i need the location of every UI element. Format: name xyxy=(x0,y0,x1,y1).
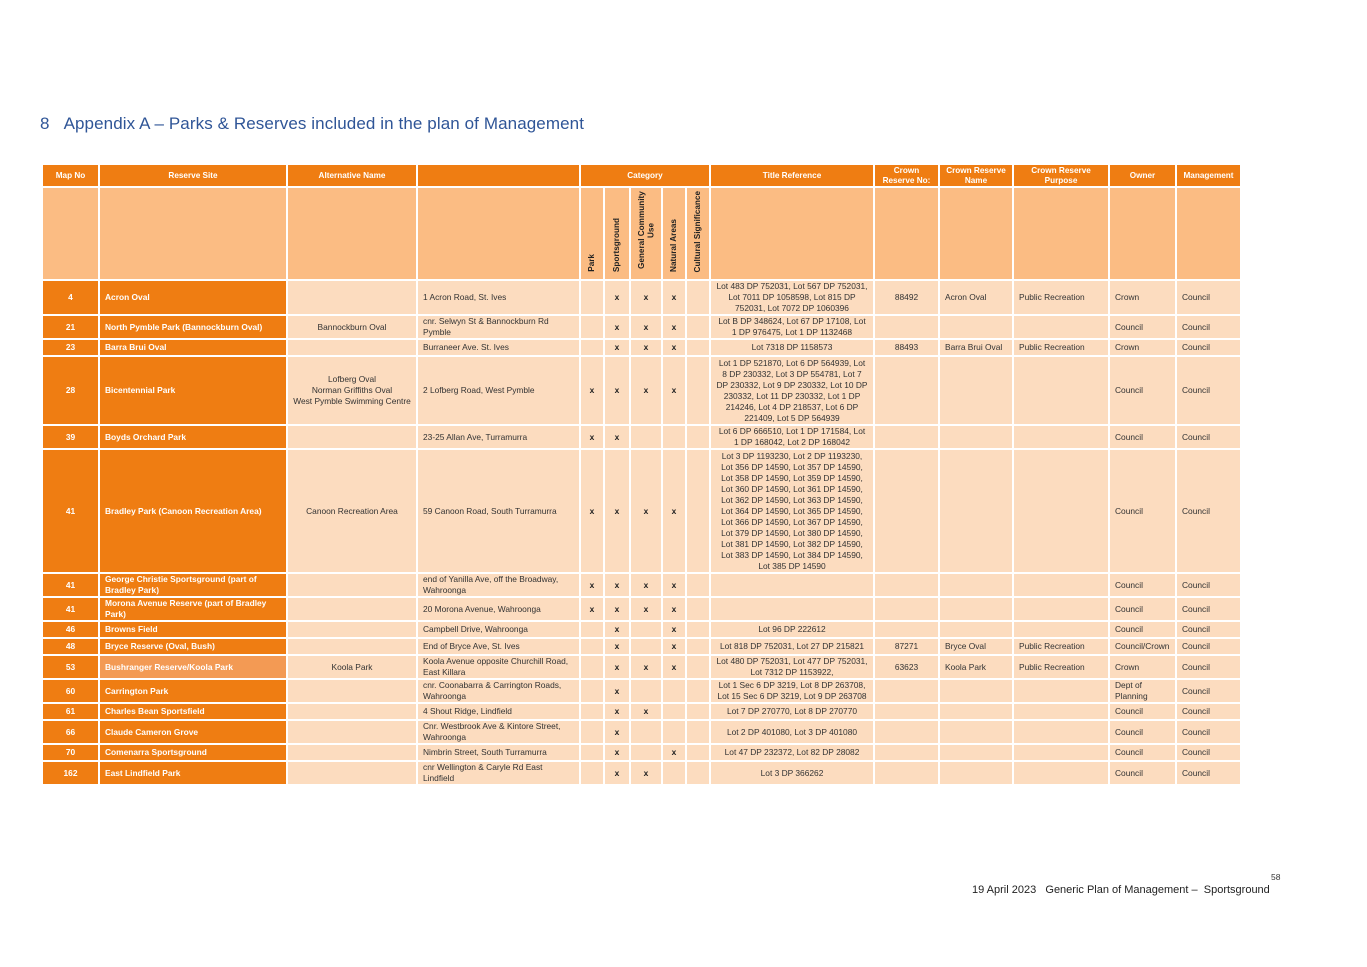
table-row xyxy=(43,656,1240,678)
reserve-site-cell: Barra Brui Oval xyxy=(100,340,286,355)
owner-cell: Council xyxy=(1110,721,1175,743)
management-cell: Council xyxy=(1177,357,1240,424)
category-cultural-significance-cell xyxy=(687,721,709,743)
category-cultural-significance-cell xyxy=(687,450,709,572)
category-general-community-use-cell xyxy=(631,721,661,743)
category-sportsground-cell: x xyxy=(605,450,629,572)
category-park-header: Park xyxy=(581,188,603,279)
table-row xyxy=(43,340,1240,355)
category-cultural-significance-cell xyxy=(687,745,709,760)
title-reference-cell: Lot 7318 DP 1158573 xyxy=(711,340,873,355)
category-general-community-use-cell xyxy=(631,639,661,654)
crown-reserve-purpose-cell xyxy=(1014,704,1108,719)
category-general-community-use-cell xyxy=(631,680,661,702)
category-sportsground-cell: x xyxy=(605,598,629,620)
table-row xyxy=(43,762,1240,784)
category-cultural-significance-cell xyxy=(687,316,709,338)
reserve-site-cell: Bicentennial Park xyxy=(100,357,286,424)
crown-reserve-no-cell: 88492 xyxy=(875,281,938,314)
category-sportsground-cell: x xyxy=(605,357,629,424)
crown-reserve-purpose-cell: Public Recreation xyxy=(1014,340,1108,355)
map-no-cell: 4 xyxy=(43,281,98,314)
reserve-site-cell: Bryce Reserve (Oval, Bush) xyxy=(100,639,286,654)
crown-reserve-name-cell xyxy=(940,426,1012,448)
crown-reserve-name-cell: Bryce Oval xyxy=(940,639,1012,654)
category-sportsground-cell: x xyxy=(605,745,629,760)
address-cell: 20 Morona Avenue, Wahroonga xyxy=(418,598,579,620)
crown-reserve-name-cell: Barra Brui Oval xyxy=(940,340,1012,355)
address-cell: Burraneer Ave. St. Ives xyxy=(418,340,579,355)
address-cell: cnr Wellington & Caryle Rd East Lindfield xyxy=(418,762,579,784)
crown-reserve-no-cell xyxy=(875,622,938,637)
subheader-blank xyxy=(875,188,938,279)
alternative-name-cell: Koola Park xyxy=(288,656,416,678)
category-sportsground-cell: x xyxy=(605,622,629,637)
crown-reserve-purpose-cell xyxy=(1014,762,1108,784)
map-no-cell: 53 xyxy=(43,656,98,678)
category-park-cell xyxy=(581,340,603,355)
header-crown-reserve-purpose: Crown Reserve Purpose xyxy=(1014,165,1108,186)
crown-reserve-name-cell xyxy=(940,316,1012,338)
crown-reserve-no-cell xyxy=(875,762,938,784)
table-row xyxy=(43,745,1240,760)
alternative-name-cell xyxy=(288,574,416,596)
category-park-cell xyxy=(581,316,603,338)
crown-reserve-purpose-cell xyxy=(1014,721,1108,743)
crown-reserve-name-cell: Koola Park xyxy=(940,656,1012,678)
subheader-blank xyxy=(940,188,1012,279)
crown-reserve-no-cell: 87271 xyxy=(875,639,938,654)
category-sportsground-cell: x xyxy=(605,704,629,719)
management-cell: Council xyxy=(1177,316,1240,338)
title-reference-cell: Lot 47 DP 232372, Lot 82 DP 28082 xyxy=(711,745,873,760)
category-sportsground-cell: x xyxy=(605,574,629,596)
category-general-community-use-cell: x xyxy=(631,762,661,784)
alternative-name-cell: Canoon Recreation Area xyxy=(288,450,416,572)
category-natural-areas-cell: x xyxy=(663,281,685,314)
category-general-community-use-cell xyxy=(631,622,661,637)
category-general-community-use-cell: x xyxy=(631,450,661,572)
category-natural-areas-cell xyxy=(663,680,685,702)
category-natural-areas-cell: x xyxy=(663,340,685,355)
section-number: 8 xyxy=(40,114,50,133)
alternative-name-cell xyxy=(288,281,416,314)
crown-reserve-no-cell xyxy=(875,574,938,596)
crown-reserve-name-cell xyxy=(940,680,1012,702)
alternative-name-cell: Bannockburn Oval xyxy=(288,316,416,338)
map-no-cell: 28 xyxy=(43,357,98,424)
management-cell: Council xyxy=(1177,622,1240,637)
address-cell: cnr. Selwyn St & Bannockburn Rd Pymble xyxy=(418,316,579,338)
category-cultural-significance-cell xyxy=(687,598,709,620)
map-no-cell: 46 xyxy=(43,622,98,637)
category-park-cell: x xyxy=(581,450,603,572)
subheader-blank xyxy=(418,188,579,279)
alternative-name-cell xyxy=(288,721,416,743)
map-no-cell: 61 xyxy=(43,704,98,719)
title-reference-cell: Lot 1 DP 521870, Lot 6 DP 564939, Lot 8 DP 230332, Lot 3 DP 554781, Lot 7 DP 230332, Lot 9 DP 230332, Lot 10 DP 230332, Lot 11 DP 230332, Lot 1 DP 214246, Lot 4 DP 218537, Lot 6 DP 221409, Lot 5 DP 564939 xyxy=(711,357,873,424)
header-crown-reserve-no: Crown Reserve No: xyxy=(875,165,938,186)
title-reference-cell: Lot 3 DP 1193230, Lot 2 DP 1193230, Lot 356 DP 14590, Lot 357 DP 14590, Lot 358 DP 14590, Lot 359 DP 14590, Lot 360 DP 14590, Lot 361 DP 14590, Lot 362 DP 14590, Lot 363 DP 14590, Lot 364 DP 14590, Lot 365 DP 14590, Lot 366 DP 14590, Lot 367 DP 14590, Lot 379 DP 14590, Lot 380 DP 14590, Lot 381 DP 14590, Lot 382 DP 14590, Lot 383 DP 14590, Lot 384 DP 14590, Lot 385 DP 14590 xyxy=(711,450,873,572)
category-natural-areas-cell xyxy=(663,426,685,448)
alternative-name-cell xyxy=(288,762,416,784)
address-cell: End of Bryce Ave, St. Ives xyxy=(418,639,579,654)
category-park-cell: x xyxy=(581,357,603,424)
owner-cell: Council/Crown xyxy=(1110,639,1175,654)
crown-reserve-no-cell xyxy=(875,426,938,448)
reserve-site-cell: Charles Bean Sportsfield xyxy=(100,704,286,719)
table-row xyxy=(43,622,1240,637)
alternative-name-cell xyxy=(288,598,416,620)
category-cultural-significance-cell xyxy=(687,426,709,448)
table-row xyxy=(43,357,1240,424)
category-park-cell xyxy=(581,704,603,719)
owner-cell: Council xyxy=(1110,622,1175,637)
crown-reserve-name-cell xyxy=(940,745,1012,760)
title-reference-cell: Lot 7 DP 270770, Lot 8 DP 270770 xyxy=(711,704,873,719)
reserve-site-cell: Browns Field xyxy=(100,622,286,637)
owner-cell: Council xyxy=(1110,598,1175,620)
reserve-site-cell: Claude Cameron Grove xyxy=(100,721,286,743)
management-cell: Council xyxy=(1177,680,1240,702)
management-cell: Council xyxy=(1177,762,1240,784)
category-sportsground-cell: x xyxy=(605,281,629,314)
table-row xyxy=(43,680,1240,702)
category-sportsground-cell: x xyxy=(605,639,629,654)
address-cell: 23-25 Allan Ave, Turramurra xyxy=(418,426,579,448)
category-cultural-significance-cell xyxy=(687,340,709,355)
reserve-site-cell: North Pymble Park (Bannockburn Oval) xyxy=(100,316,286,338)
section-heading xyxy=(40,114,584,134)
category-general-community-use-cell: x xyxy=(631,704,661,719)
reserve-site-cell: Carrington Park xyxy=(100,680,286,702)
address-cell: Koola Avenue opposite Churchill Road, East Killara xyxy=(418,656,579,678)
title-reference-cell: Lot 2 DP 401080, Lot 3 DP 401080 xyxy=(711,721,873,743)
header-category: Category xyxy=(581,165,709,186)
category-natural-areas-cell: x xyxy=(663,745,685,760)
crown-reserve-no-cell xyxy=(875,316,938,338)
category-park-cell xyxy=(581,680,603,702)
category-natural-areas-cell: x xyxy=(663,622,685,637)
title-reference-cell: Lot 818 DP 752031, Lot 27 DP 215821 xyxy=(711,639,873,654)
category-park-cell xyxy=(581,639,603,654)
crown-reserve-name-cell xyxy=(940,450,1012,572)
owner-cell: Council xyxy=(1110,762,1175,784)
crown-reserve-purpose-cell: Public Recreation xyxy=(1014,639,1108,654)
category-natural-areas-cell: x xyxy=(663,450,685,572)
table-row xyxy=(43,574,1240,596)
header-owner: Owner xyxy=(1110,165,1175,186)
map-no-cell: 41 xyxy=(43,450,98,572)
category-general-community-use-cell: x xyxy=(631,574,661,596)
alternative-name-cell xyxy=(288,680,416,702)
reserves-table xyxy=(41,163,1242,786)
owner-cell: Crown xyxy=(1110,340,1175,355)
crown-reserve-purpose-cell: Public Recreation xyxy=(1014,281,1108,314)
map-no-cell: 39 xyxy=(43,426,98,448)
alternative-name-cell xyxy=(288,340,416,355)
management-cell: Council xyxy=(1177,639,1240,654)
crown-reserve-purpose-cell xyxy=(1014,745,1108,760)
management-cell: Council xyxy=(1177,721,1240,743)
crown-reserve-no-cell xyxy=(875,357,938,424)
map-no-cell: 48 xyxy=(43,639,98,654)
alternative-name-cell xyxy=(288,704,416,719)
category-general-community-use-cell: x xyxy=(631,316,661,338)
map-no-cell: 41 xyxy=(43,598,98,620)
table-body xyxy=(43,281,1240,784)
owner-cell: Council xyxy=(1110,745,1175,760)
header-map-no: Map No xyxy=(43,165,98,186)
management-cell: Council xyxy=(1177,704,1240,719)
title-reference-cell: Lot B DP 348624, Lot 67 DP 17108, Lot 1 DP 976475, Lot 1 DP 1132468 xyxy=(711,316,873,338)
category-natural-areas-cell xyxy=(663,721,685,743)
crown-reserve-no-cell xyxy=(875,721,938,743)
subheader-blank xyxy=(1110,188,1175,279)
header-reserve-site: Reserve Site xyxy=(100,165,286,186)
crown-reserve-purpose-cell xyxy=(1014,316,1108,338)
category-sportsground-cell: x xyxy=(605,340,629,355)
address-cell: 4 Shout Ridge, Lindfield xyxy=(418,704,579,719)
table-row xyxy=(43,598,1240,620)
category-general-community-use-header: General Community Use xyxy=(631,188,661,279)
map-no-cell: 60 xyxy=(43,680,98,702)
reserve-site-cell: George Christie Sportsground (part of Bradley Park) xyxy=(100,574,286,596)
address-cell: end of Yanilla Ave, off the Broadway, Wahroonga xyxy=(418,574,579,596)
title-reference-cell xyxy=(711,598,873,620)
map-no-cell: 23 xyxy=(43,340,98,355)
crown-reserve-purpose-cell xyxy=(1014,357,1108,424)
title-reference-cell: Lot 483 DP 752031, Lot 567 DP 752031, Lot 7011 DP 1058598, Lot 815 DP 752031, Lot 7072 DP 1060396 xyxy=(711,281,873,314)
subheader-blank xyxy=(100,188,286,279)
owner-cell: Crown xyxy=(1110,281,1175,314)
category-natural-areas-cell: x xyxy=(663,316,685,338)
category-general-community-use-cell xyxy=(631,426,661,448)
category-park-cell xyxy=(581,745,603,760)
reserve-site-cell: Acron Oval xyxy=(100,281,286,314)
category-park-cell: x xyxy=(581,574,603,596)
category-natural-areas-cell: x xyxy=(663,574,685,596)
crown-reserve-name-cell xyxy=(940,357,1012,424)
address-cell: 2 Lofberg Road, West Pymble xyxy=(418,357,579,424)
address-cell: 59 Canoon Road, South Turramurra xyxy=(418,450,579,572)
map-no-cell: 41 xyxy=(43,574,98,596)
category-cultural-significance-cell xyxy=(687,357,709,424)
address-cell: cnr. Coonabarra & Carrington Roads, Wahroonga xyxy=(418,680,579,702)
category-park-cell xyxy=(581,622,603,637)
crown-reserve-no-cell xyxy=(875,598,938,620)
header-crown-reserve-name: Crown Reserve Name xyxy=(940,165,1012,186)
category-natural-areas-cell: x xyxy=(663,598,685,620)
crown-reserve-purpose-cell xyxy=(1014,450,1108,572)
subheader-blank xyxy=(1014,188,1108,279)
crown-reserve-no-cell xyxy=(875,704,938,719)
address-cell: 1 Acron Road, St. Ives xyxy=(418,281,579,314)
owner-cell: Council xyxy=(1110,704,1175,719)
title-reference-cell xyxy=(711,574,873,596)
reserve-site-cell: Morona Avenue Reserve (part of Bradley Park) xyxy=(100,598,286,620)
reserve-site-cell: Comenarra Sportsground xyxy=(100,745,286,760)
title-reference-cell: Lot 3 DP 366262 xyxy=(711,762,873,784)
alternative-name-cell xyxy=(288,745,416,760)
header-address xyxy=(418,165,579,186)
reserve-site-cell: Bushranger Reserve/Koola Park xyxy=(100,656,286,678)
crown-reserve-purpose-cell xyxy=(1014,574,1108,596)
map-no-cell: 70 xyxy=(43,745,98,760)
subheader-blank xyxy=(711,188,873,279)
table-row xyxy=(43,704,1240,719)
category-cultural-significance-cell xyxy=(687,704,709,719)
category-cultural-significance-cell xyxy=(687,622,709,637)
category-sportsground-cell: x xyxy=(605,680,629,702)
crown-reserve-purpose-cell xyxy=(1014,622,1108,637)
category-sportsground-cell: x xyxy=(605,426,629,448)
category-natural-areas-cell: x xyxy=(663,656,685,678)
crown-reserve-name-cell xyxy=(940,762,1012,784)
table-row xyxy=(43,426,1240,448)
category-park-cell: x xyxy=(581,598,603,620)
alternative-name-cell: Lofberg Oval Norman Griffiths Oval West Pymble Swimming Centre xyxy=(288,357,416,424)
category-natural-areas-header: Natural Areas xyxy=(663,188,685,279)
owner-cell: Crown xyxy=(1110,656,1175,678)
crown-reserve-no-cell xyxy=(875,680,938,702)
subheader-blank xyxy=(1177,188,1240,279)
crown-reserve-name-cell xyxy=(940,704,1012,719)
category-cultural-significance-cell xyxy=(687,656,709,678)
header-management: Management xyxy=(1177,165,1240,186)
owner-cell: Council xyxy=(1110,316,1175,338)
category-general-community-use-cell: x xyxy=(631,656,661,678)
table-row xyxy=(43,281,1240,314)
category-general-community-use-cell: x xyxy=(631,340,661,355)
crown-reserve-no-cell: 88493 xyxy=(875,340,938,355)
category-general-community-use-cell: x xyxy=(631,357,661,424)
management-cell: Council xyxy=(1177,598,1240,620)
section-title: Appendix A – Parks & Reserves included in the plan of Management xyxy=(63,114,585,133)
map-no-cell: 162 xyxy=(43,762,98,784)
owner-cell: Council xyxy=(1110,450,1175,572)
crown-reserve-name-cell xyxy=(940,622,1012,637)
table-row xyxy=(43,450,1240,572)
category-cultural-significance-cell xyxy=(687,762,709,784)
category-cultural-significance-header: Cultural Significance xyxy=(687,188,709,279)
category-sportsground-cell: x xyxy=(605,721,629,743)
crown-reserve-name-cell xyxy=(940,598,1012,620)
footer-text: 19 April 2023 Generic Plan of Management – Sportsground xyxy=(972,884,1270,896)
crown-reserve-no-cell xyxy=(875,745,938,760)
category-natural-areas-cell xyxy=(663,704,685,719)
category-sportsground-cell: x xyxy=(605,656,629,678)
title-reference-cell: Lot 96 DP 222612 xyxy=(711,622,873,637)
category-park-cell xyxy=(581,721,603,743)
address-cell: Nimbrin Street, South Turramurra xyxy=(418,745,579,760)
table-row xyxy=(43,639,1240,654)
alternative-name-cell xyxy=(288,622,416,637)
crown-reserve-purpose-cell xyxy=(1014,426,1108,448)
category-natural-areas-cell: x xyxy=(663,357,685,424)
table-row xyxy=(43,721,1240,743)
reserve-site-cell: Boyds Orchard Park xyxy=(100,426,286,448)
owner-cell: Dept of Planning xyxy=(1110,680,1175,702)
title-reference-cell: Lot 1 Sec 6 DP 3219, Lot 8 DP 263708, Lot 15 Sec 6 DP 3219, Lot 9 DP 263708 xyxy=(711,680,873,702)
crown-reserve-purpose-cell: Public Recreation xyxy=(1014,656,1108,678)
category-sportsground-cell: x xyxy=(605,762,629,784)
category-general-community-use-cell xyxy=(631,745,661,760)
crown-reserve-no-cell xyxy=(875,450,938,572)
crown-reserve-name-cell xyxy=(940,721,1012,743)
crown-reserve-purpose-cell xyxy=(1014,598,1108,620)
reserve-site-cell: Bradley Park (Canoon Recreation Area) xyxy=(100,450,286,572)
management-cell: Council xyxy=(1177,656,1240,678)
management-cell: Council xyxy=(1177,426,1240,448)
owner-cell: Council xyxy=(1110,426,1175,448)
title-reference-cell: Lot 6 DP 666510, Lot 1 DP 171584, Lot 1 DP 168042, Lot 2 DP 168042 xyxy=(711,426,873,448)
category-cultural-significance-cell xyxy=(687,574,709,596)
category-natural-areas-cell: x xyxy=(663,639,685,654)
management-cell: Council xyxy=(1177,281,1240,314)
subheader-blank xyxy=(43,188,98,279)
owner-cell: Council xyxy=(1110,574,1175,596)
header-alternative-name: Alternative Name xyxy=(288,165,416,186)
alternative-name-cell xyxy=(288,639,416,654)
crown-reserve-name-cell xyxy=(940,574,1012,596)
management-cell: Council xyxy=(1177,340,1240,355)
category-general-community-use-cell: x xyxy=(631,598,661,620)
crown-reserve-no-cell: 63623 xyxy=(875,656,938,678)
management-cell: Council xyxy=(1177,450,1240,572)
alternative-name-cell xyxy=(288,426,416,448)
title-reference-cell: Lot 480 DP 752031, Lot 477 DP 752031, Lot 7312 DP 1153922, xyxy=(711,656,873,678)
address-cell: Cnr. Westbrook Ave & Kintore Street, Wahroonga xyxy=(418,721,579,743)
category-cultural-significance-cell xyxy=(687,281,709,314)
subheader-blank xyxy=(288,188,416,279)
category-general-community-use-cell: x xyxy=(631,281,661,314)
reserve-site-cell: East Lindfield Park xyxy=(100,762,286,784)
header-title-reference: Title Reference xyxy=(711,165,873,186)
management-cell: Council xyxy=(1177,745,1240,760)
crown-reserve-purpose-cell xyxy=(1014,680,1108,702)
map-no-cell: 21 xyxy=(43,316,98,338)
category-natural-areas-cell xyxy=(663,762,685,784)
crown-reserve-name-cell: Acron Oval xyxy=(940,281,1012,314)
owner-cell: Council xyxy=(1110,357,1175,424)
management-cell: Council xyxy=(1177,574,1240,596)
category-cultural-significance-cell xyxy=(687,639,709,654)
table-row xyxy=(43,316,1240,338)
category-park-cell: x xyxy=(581,426,603,448)
category-sportsground-header: Sportsground xyxy=(605,188,629,279)
category-park-cell xyxy=(581,656,603,678)
category-park-cell xyxy=(581,762,603,784)
category-park-cell xyxy=(581,281,603,314)
category-sportsground-cell: x xyxy=(605,316,629,338)
page-number: 58 xyxy=(1271,872,1281,882)
map-no-cell: 66 xyxy=(43,721,98,743)
address-cell: Campbell Drive, Wahroonga xyxy=(418,622,579,637)
category-cultural-significance-cell xyxy=(687,680,709,702)
